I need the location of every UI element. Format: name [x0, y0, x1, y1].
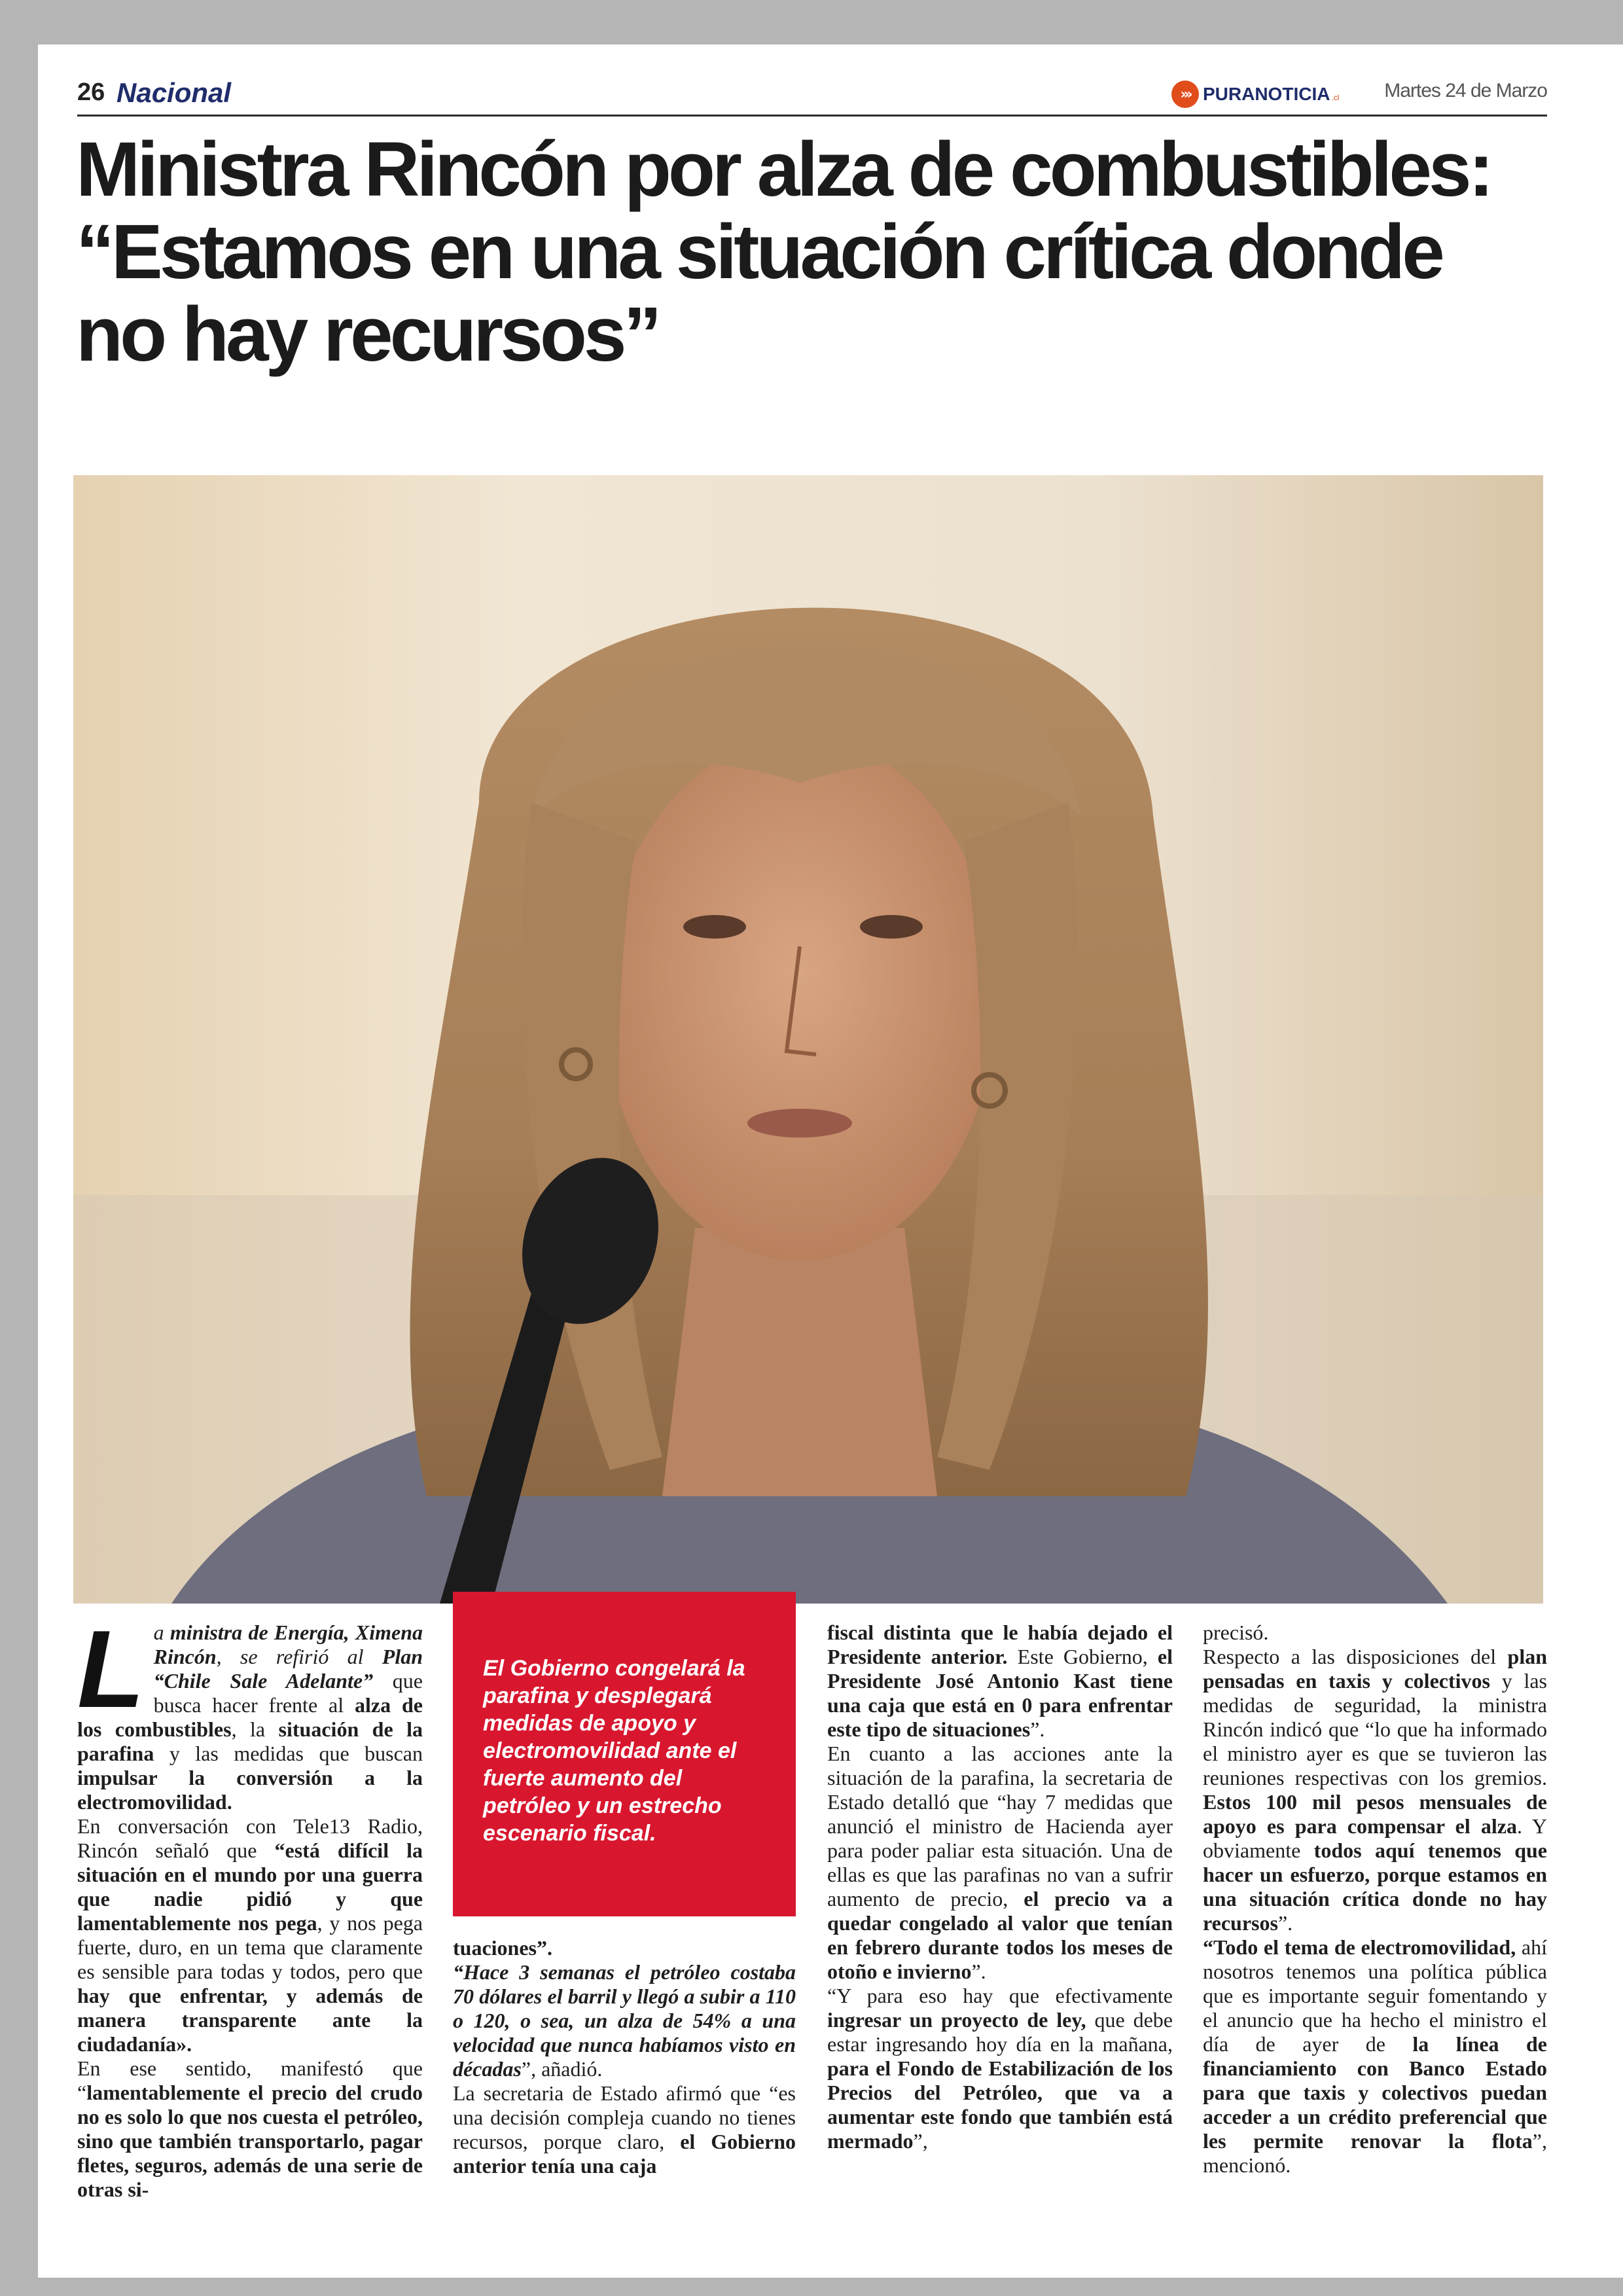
paragraph: fiscal distinta que le había dejado el Presidente anterior. Este Gobierno, el Presidente José Antonio Kast tiene una caja que está en 0 para enfrentar este tipo de situaciones”. — [827, 1621, 1173, 1741]
portrait-photo — [73, 475, 1543, 1604]
callout-text: El Gobierno congelará la parafina y desplegará medidas de apoyo y electromovilidad ante el fuerte aumento del petróleo y un estrecho escenario fiscal. — [483, 1656, 745, 1846]
paragraph: “Y para eso hay que efectivamente ingresar un proyecto de ley, que debe estar ingresando hoy día en la mañana, para el Fondo de Estabilización de los Precios del Petróleo, que va a aumentar este fondo que también está mermado”, — [827, 1984, 1173, 2153]
brand-name: PURANOTICIA — [1203, 84, 1330, 104]
paragraph: tuaciones”. — [453, 1936, 552, 1960]
paragraph: a ministra de Energía, Ximena Rincón, se refirió al Plan “Chile Sale Adelante” que busca hacer frente al alza de los combustibles, la situación de la parafina y las medidas que buscan impulsar la conversión a la electromovilidad. — [77, 1621, 423, 1814]
paragraph: “Todo el tema de electromovilidad, ahí nosotros tenemos una política pública que es importante seguir fomentando y el anuncio que ha hecho el ministro el día de ayer de la línea de financiamiento con Banco Estado para que taxis y colectivos puedan acceder a un crédito preferencial que les permite renovar la flota”, mencionó. — [1203, 1935, 1548, 2177]
section-label: Nacional — [116, 77, 232, 108]
paragraph: En cuanto a las acciones ante la situación de la parafina, la secretaria de Estado detalló que “hay 7 medidas que anunció el ministro de Hacienda ayer para poder paliar esta situación. Una de ellas es que las parafinas no van a sufrir aumento de precio, el precio va a quedar congelado al valor que tenían en febrero durante todos los meses de otoño e invierno”. — [827, 1742, 1173, 1983]
paragraph: En ese sentido, manifestó que “lamentablemente el precio del crudo no es solo lo que nos cuesta el petróleo, sino que también transportarlo, pagar fletes, seguros, además de una serie de otras si- — [77, 2056, 423, 2201]
page-header — [77, 77, 1547, 117]
page-number: 26 — [77, 79, 105, 106]
issue-date: Martes 24 de Marzo — [1384, 80, 1547, 101]
drop-cap: L — [77, 1607, 145, 1731]
callout-box — [453, 1592, 796, 1916]
article-column-4 — [1203, 1621, 1547, 2178]
paragraph: En conversación con Tele13 Radio, Rincón señaló que “está difícil la situación en el mundo por una guerra que nadie pidió y que lamentablemente nos pega, y nos pega fuerte, duro, en un tema que claramente es sensible para todas y todos, pero que hay que enfrentar, y además de manera transparente ante la ciudadanía». — [77, 1814, 423, 2056]
paragraph: La secretaria de Estado afirmó que “es una decisión compleja cuando no tienes recursos, porque claro, el Gobierno anterior tenía una caja — [453, 2081, 796, 2178]
paragraph: precisó. — [1203, 1621, 1269, 1644]
play-arrows-icon: ››› — [1171, 81, 1199, 108]
brand-suffix: .cl — [1331, 93, 1340, 102]
paragraph: Respecto a las disposiciones del plan pensadas en taxis y colectivos y las medidas de seguridad, la ministra Rincón indicó que “lo que ha informado el ministro ayer es que se tuvieron las reuniones respectivas con los gremios. Estos 100 mil pesos mensuales de apoyo es para compensar el alza. Y obviamente todos aquí tenemos que hacer un esfuerzo, porque estamos en una situación crítica donde no hay recursos”. — [1203, 1645, 1548, 1935]
paragraph: “Hace 3 semanas el petróleo costaba 70 dólares el barril y llegó a subir a 110 o 120, o sea, un alza de 54% a una velocidad que nunca habíamos visto en décadas”, añadió. — [453, 1960, 796, 2081]
headline: Ministra Rincón por alza de combustibles: “Estamos en una situación crítica donde no hay recursos” — [76, 126, 1491, 378]
article-column-1 — [77, 1607, 423, 2202]
article-column-2 — [453, 1936, 796, 2178]
article-column-3 — [827, 1621, 1173, 2153]
brand-logo — [1171, 77, 1339, 111]
